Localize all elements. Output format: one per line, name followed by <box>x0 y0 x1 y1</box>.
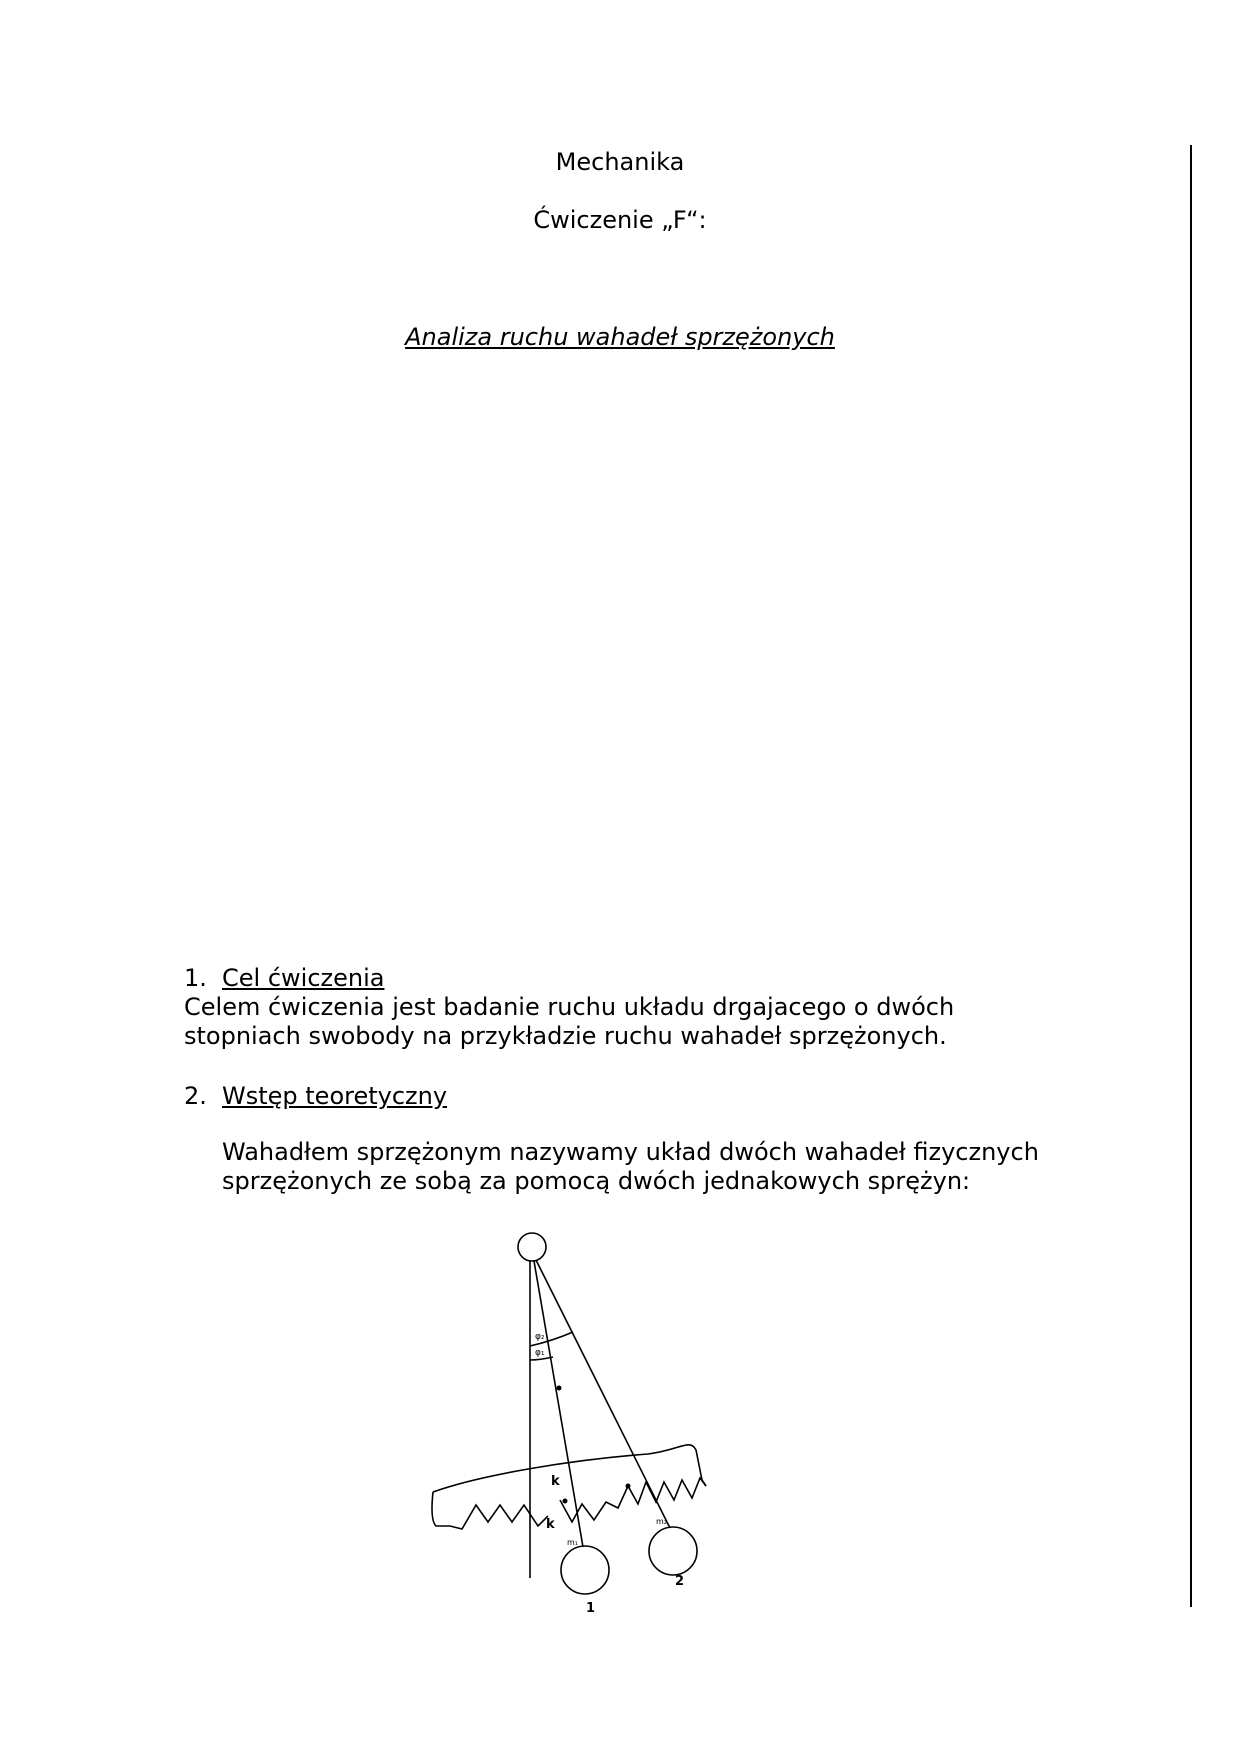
paragraph-line: stopniach swobody na przykładzie ruchu wahadeł sprzężonych. <box>184 1022 947 1050</box>
section-heading-goal <box>184 963 384 993</box>
label-mass-1: m₁ <box>567 1538 578 1547</box>
paragraph-line: Celem ćwiczenia jest badanie ruchu układu drgajacego o dwóch <box>184 993 955 1021</box>
pivot-circle <box>518 1233 546 1261</box>
label-mass-2: m₂ <box>656 1517 667 1526</box>
mass-1-circle <box>561 1546 609 1594</box>
spring-joint-1 <box>563 1499 568 1504</box>
paragraph-line: sprzężonych ze sobą za pomocą dwóch jednakowych sprężyn: <box>222 1167 971 1195</box>
label-phi2: φ₂ <box>535 1332 545 1342</box>
exercise-topic: Analiza ruchu wahadeł sprzężonych <box>405 323 835 351</box>
frame-right-spring <box>560 1478 706 1522</box>
section-title: Wstęp teoretyczny <box>222 1082 448 1110</box>
label-spring-k-right: k <box>546 1517 555 1532</box>
page-border-line <box>1190 145 1192 1607</box>
label-pendulum-1: 1 <box>586 1601 596 1616</box>
document-title: Mechanika <box>555 148 685 176</box>
section-heading-theory <box>184 1081 447 1111</box>
exercise-label: Ćwiczenie „F“: <box>533 206 707 234</box>
label-pendulum-2: 2 <box>675 1574 685 1589</box>
coupling-joint <box>557 1386 562 1391</box>
section-number: 2. <box>184 1082 207 1110</box>
mass-2-circle <box>649 1527 697 1575</box>
label-spring-k-left: k <box>551 1474 560 1489</box>
spring-joint-2 <box>626 1484 631 1489</box>
goal-paragraph <box>184 993 954 1051</box>
coupled-pendulum-diagram <box>420 1220 750 1620</box>
paragraph-line: Wahadłem sprzężonym nazywamy układ dwóch wahadeł fizycznych <box>222 1138 1039 1166</box>
section-number: 1. <box>184 964 207 992</box>
label-phi1: φ₁ <box>535 1348 545 1358</box>
theory-paragraph <box>222 1138 1039 1196</box>
section-title: Cel ćwiczenia <box>222 964 385 992</box>
